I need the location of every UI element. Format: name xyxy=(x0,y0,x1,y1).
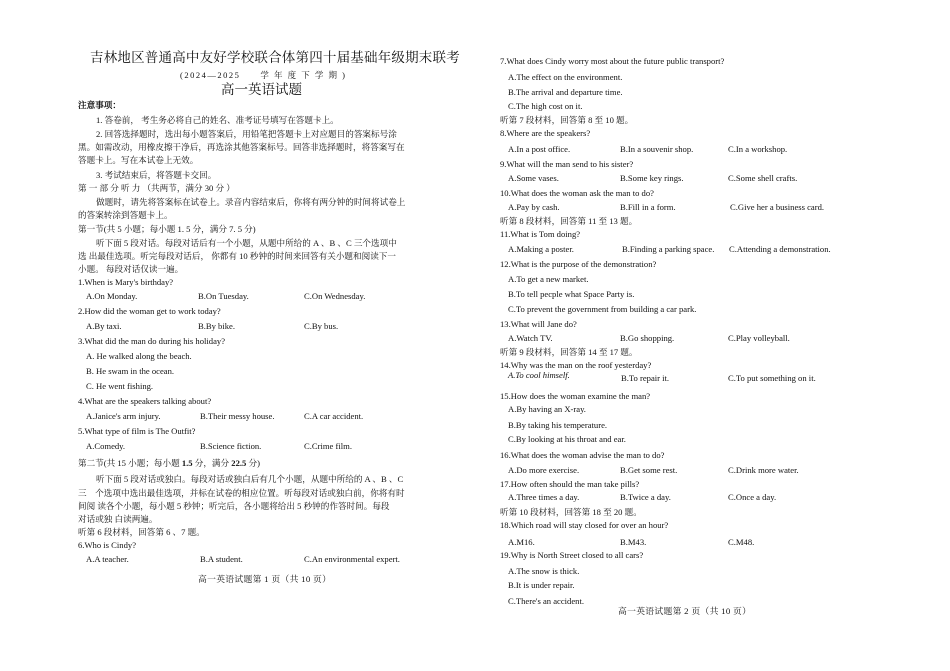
option-c: C.Play volleyball. xyxy=(728,333,790,343)
section2-heading-prefix: 第二节(共 15 小题；每小题 xyxy=(78,458,182,468)
section1-intro-line: 选 出最佳选项。听完每段对话后， 你都有 10 秒钟的时间来回答有关小题和阅读下一 xyxy=(78,251,396,261)
option-b: B.To repair it. xyxy=(621,373,670,383)
notice-line: 1. 答卷前， 考生务必将自己的姓名、准考证号填写在答题卡上。 xyxy=(96,115,339,125)
option-c: C. He went fishing. xyxy=(86,381,154,391)
page-1 xyxy=(76,0,460,671)
listen-note: 听第 8 段材料，回答第 11 至 13 题。 xyxy=(500,216,638,226)
option-b: B.M43. xyxy=(620,537,647,547)
section2-intro-line: 对话或独 白读两遍。 xyxy=(78,514,158,524)
question-stem: 10.What does the woman ask the man to do? xyxy=(500,188,654,198)
option-c: C.There's an accident. xyxy=(508,596,584,606)
option-a: A.Pay by cash. xyxy=(508,202,560,212)
option-a: A.A teacher. xyxy=(86,554,129,564)
question-stem: 19.Why is North Street closed to all cars? xyxy=(500,550,644,560)
option-a: A.The effect on the environment. xyxy=(508,72,623,82)
option-a: A.In a post office. xyxy=(508,144,571,154)
listen-note: 听第 10 段材料，回答第 18 至 20 题。 xyxy=(500,507,642,517)
option-a: A.The snow is thick. xyxy=(508,566,580,576)
section2-each-score: 1.5 xyxy=(181,458,193,468)
question-stem: 8.Where are the speakers? xyxy=(500,128,591,138)
option-c: C.By bus. xyxy=(304,321,339,331)
option-b: B.Science fiction. xyxy=(200,441,262,451)
section2-heading-mid: 分，满分 xyxy=(192,458,232,468)
section2-intro-line: 三 个选项中选出最佳选项，并标在试卷的相应位置。听每段对话或独白前，你将有时 xyxy=(78,488,405,498)
option-c: C.Once a day. xyxy=(728,492,777,502)
option-a: A.On Monday. xyxy=(86,291,138,301)
option-b: B.Twice a day. xyxy=(620,492,671,502)
option-c: C.Give her a business card. xyxy=(730,202,825,212)
option-a: A.M16. xyxy=(508,537,535,547)
option-b: B.Finding a parking space. xyxy=(622,244,715,254)
option-b: B.In a souvenir shop. xyxy=(620,144,694,154)
option-c: C.M48. xyxy=(728,537,755,547)
option-c: C.On Wednesday. xyxy=(304,291,366,301)
option-b: B.A student. xyxy=(200,554,243,564)
question-stem: 4.What are the speakers talking about? xyxy=(78,396,212,406)
option-c: C.To put something on it. xyxy=(728,373,816,383)
page-2 xyxy=(500,0,850,671)
option-c: C.Attending a demonstration. xyxy=(729,244,831,254)
listen-note: 听第 6 段材料，回答第 6 、7 题。 xyxy=(78,527,205,537)
question-stem: 7.What does Cindy worry most about the future public transport? xyxy=(500,56,725,66)
school-year: (2024—2025 学 年 度 下 学 期 ) xyxy=(180,70,347,80)
section2-heading-suffix: 分) xyxy=(246,458,260,468)
notice-line: 答题卡上。写在本试卷上无效。 xyxy=(78,155,199,165)
option-b: B.By taking his temperature. xyxy=(508,420,608,430)
option-c: C.By looking at his throat and ear. xyxy=(508,434,626,444)
question-stem: 15.How does the woman examine the man? xyxy=(500,391,651,401)
option-b: B.Fill in a form. xyxy=(620,202,676,212)
option-c: C.In a workshop. xyxy=(728,144,788,154)
option-c: C.To prevent the government from building a car park. xyxy=(508,304,697,314)
section2-total-score: 22.5 xyxy=(231,458,247,468)
option-a: A.Do more exercise. xyxy=(508,465,580,475)
section1-intro-line: 听下面 5 段对话。每段对话后有一个小题，从题中所给的 A 、B 、C 三个选项中 xyxy=(96,238,397,248)
exam-title: 吉林地区普通高中友好学校联合体第四十届基础年级期末联考 xyxy=(90,50,460,65)
section2-heading xyxy=(78,458,260,469)
notice-line: 2. 回答选择题时，选出每小题答案后，用铅笔把答题卡上对应题目的答案标号涂 xyxy=(96,129,397,139)
option-b: B.It is under repair. xyxy=(508,580,575,590)
option-b: B.Their messy house. xyxy=(200,411,275,421)
listen-note: 听第 7 段材料，回答第 8 至 10 题。 xyxy=(500,115,634,125)
question-stem: 9.What will the man send to his sister? xyxy=(500,159,634,169)
section2-intro-line: 听下面 5 段对话或独白。每段对话或独白后有几个小题，从题中所给的 A 、B 、C xyxy=(96,474,404,484)
question-stem: 14.Why was the man on the roof yesterday? xyxy=(500,360,652,370)
option-a: A. He walked along the beach. xyxy=(86,351,192,361)
section1-intro-line: 小题。 每段对话仅读一遍。 xyxy=(78,264,184,274)
question-stem: 5.What type of film is The Outfit? xyxy=(78,426,196,436)
notice-line: 黑。如需改动，用橡皮擦干净后，再选涂其他答案标号。回答非选择题时，将答案写在 xyxy=(78,142,405,152)
option-a: A.By having an X-ray. xyxy=(508,404,586,414)
option-b: B.Go shopping. xyxy=(620,333,675,343)
option-a: A.By taxi. xyxy=(86,321,122,331)
option-c: C.Some shell crafts. xyxy=(728,173,798,183)
option-a: A.Three times a day. xyxy=(508,492,580,502)
paper-subject: 高一英语试题 xyxy=(221,82,302,97)
option-b: B.Get some rest. xyxy=(620,465,678,475)
notice-heading: 注意事项： xyxy=(78,100,121,110)
option-a: A.Watch TV. xyxy=(508,333,553,343)
option-c: C.Drink more water. xyxy=(728,465,799,475)
option-a: A.To cool himself. xyxy=(508,370,570,380)
option-b: B.By bike. xyxy=(198,321,236,331)
option-b: B.Some key rings. xyxy=(620,173,684,183)
option-a: A.To get a new market. xyxy=(508,274,589,284)
section1-heading: 第一节(共 5 小题；每小题 1. 5 分，满分 7. 5 分) xyxy=(78,224,256,234)
page-footer: 高一英语试题第 2 页（共 10 页） xyxy=(618,606,752,616)
question-stem: 17.How often should the man take pills? xyxy=(500,479,640,489)
page-footer: 高一英语试题第 1 页（共 10 页） xyxy=(198,574,332,584)
question-stem: 6.Who is Cindy? xyxy=(78,540,137,550)
option-a: A.Making a poster. xyxy=(508,244,574,254)
part1-intro-line: 做题时，请先将答案标在试卷上。录音内容结束后，你将有两分钟的时间将试卷上 xyxy=(96,197,406,207)
part1-heading: 第 一 部 分 听 力 （共两节，满分 30 分 ） xyxy=(78,183,235,193)
option-b: B. He swam in the ocean. xyxy=(86,366,175,376)
question-stem: 13.What will Jane do? xyxy=(500,319,577,329)
question-stem: 16.What does the woman advise the man to do? xyxy=(500,450,665,460)
listen-note: 听第 9 段材料，回答第 14 至 17 题。 xyxy=(500,347,638,357)
question-stem: 1.When is Mary's birthday? xyxy=(78,277,174,287)
question-stem: 18.Which road will stay closed for over an hour? xyxy=(500,520,669,530)
option-a: A.Some vases. xyxy=(508,173,559,183)
question-stem: 2.How did the woman get to work today? xyxy=(78,306,221,316)
option-b: B.To tell pecple what Space Party is. xyxy=(508,289,635,299)
option-b: B.On Tuesday. xyxy=(198,291,249,301)
question-stem: 11.What is Tom doing? xyxy=(500,229,581,239)
section2-intro-line: 间阅 读各个小题，每小题 5 秒钟；听完后，各小题将给出 5 秒钟的作答时间。每段 xyxy=(78,501,390,511)
option-c: C.An environmental expert. xyxy=(304,554,400,564)
part1-intro-line: 的答案转涂到答题卡上。 xyxy=(78,210,173,220)
option-a: A.Janice's arm injury. xyxy=(86,411,161,421)
option-c: C.A car accident. xyxy=(304,411,364,421)
question-stem: 12.What is the purpose of the demonstration? xyxy=(500,259,657,269)
option-b: B.The arrival and departure time. xyxy=(508,87,623,97)
notice-line: 3. 考试结束后，将答题卡交回。 xyxy=(96,170,217,180)
option-c: C.Crime film. xyxy=(304,441,352,451)
question-stem: 3.What did the man do during his holiday? xyxy=(78,336,226,346)
option-c: C.The high cost on it. xyxy=(508,101,583,111)
option-a: A.Comedy. xyxy=(86,441,126,451)
